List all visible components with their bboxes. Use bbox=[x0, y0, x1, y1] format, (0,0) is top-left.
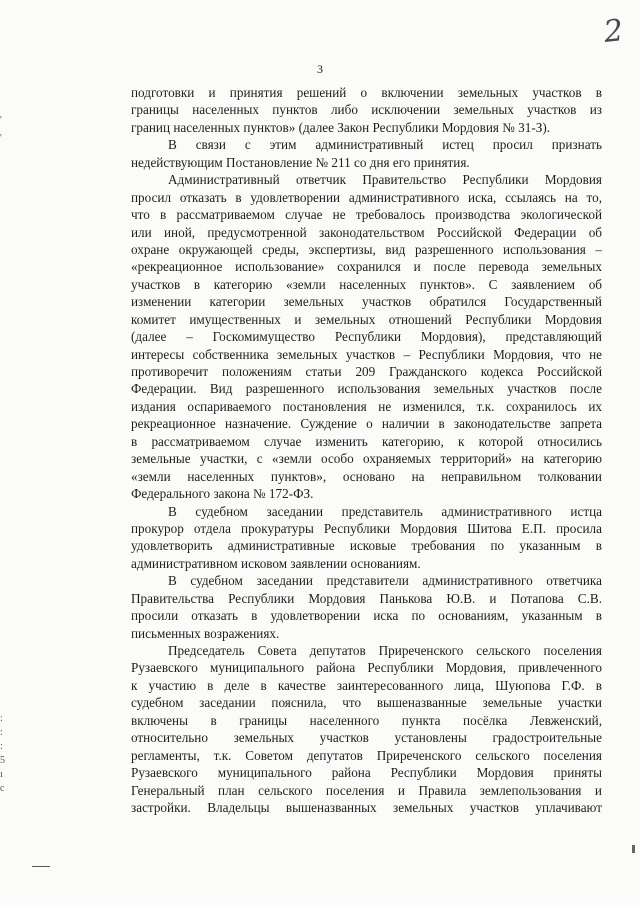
text-line: недействующим Постановление № 211 со дня его принятия. bbox=[131, 154, 470, 170]
text-line: Рузаевского муниципального района Республики Мордовия приняты bbox=[131, 765, 602, 781]
text-line: письменных возражениях. bbox=[131, 625, 280, 641]
text-line: застройки. Владельцы вышеназванных земельных участков уплачивают bbox=[131, 799, 602, 815]
text-line: Правительства Республики Мордовия Панькова Ю.В. и Потапова С.В. bbox=[131, 590, 602, 606]
margin-mark: ı bbox=[0, 769, 3, 780]
text-line: просил отказать в удовлетворении административного иска, ссылаясь на то, bbox=[131, 189, 602, 205]
text-line: Председатель Совета депутатов Приреченского сельского поселения bbox=[168, 643, 602, 658]
margin-mark: 5 bbox=[0, 755, 5, 766]
margin-mark: : bbox=[0, 741, 3, 752]
text-line: «рекреационное использование» сохранился и после перевода земельных bbox=[131, 259, 602, 275]
text-line: в рассматриваемом случае изменить категорию, к которой относились bbox=[131, 433, 602, 449]
text-line: включены в границы населенного пункта посёлка Левженский, bbox=[131, 712, 602, 728]
text-line: издания оспариваемого постановления не изменился, т.к. сохранилось их bbox=[131, 398, 602, 414]
text-line: или иной, предусмотренной законодательством Российской Федерации об bbox=[131, 224, 602, 240]
handwritten-page-number: 2 bbox=[602, 13, 625, 50]
text-line: регламенты, т.к. Советом депутатов Приреченского сельского поселения bbox=[131, 747, 602, 763]
text-line: границы населенных пунктов либо исключении земельных участков из bbox=[131, 102, 602, 118]
margin-mark: : bbox=[0, 727, 3, 738]
text-line: рекреационное назначение. Суждение о наличии в законодательстве запрета bbox=[131, 416, 602, 432]
text-line: комитет имущественных и земельных отношений Республики Мордовия bbox=[131, 311, 602, 327]
margin-mark: : bbox=[0, 713, 3, 724]
text-line: «земли населенных пунктов», основано на неправильном толковании bbox=[131, 468, 602, 484]
text-line: Федерального закона № 172-ФЗ. bbox=[131, 486, 314, 502]
text-line: Рузаевского муниципального района Республики Мордовия, привлеченного bbox=[131, 660, 602, 676]
text-line: охране окружающей среды, экспертизы, вид разрешенного использования – bbox=[131, 241, 602, 257]
text-line: изменении категории земельных участков обратился Государственный bbox=[131, 294, 602, 310]
text-line: что в рассматриваемом случае не требовалось производства экологической bbox=[131, 207, 602, 223]
text-line: просили отказать в удовлетворении иска по основаниям, указанным в bbox=[131, 608, 602, 624]
scan-mark bbox=[32, 866, 50, 867]
text-line: В связи с этим административный истец просил признать bbox=[168, 137, 602, 153]
margin-mark: c bbox=[0, 783, 5, 794]
text-line: удовлетворить административные исковые требования по указанным в bbox=[131, 538, 602, 554]
text-line: административном исковом заявлении основаниям. bbox=[131, 555, 421, 571]
margin-mark: ' bbox=[0, 133, 2, 144]
text-line: границ населенных пунктов» (далее Закон Республики Мордовия № 31-З). bbox=[131, 119, 551, 135]
document-body bbox=[131, 84, 602, 816]
text-line: к участию в деле в качестве заинтересованного лица, Шуюпова Г.Ф. в bbox=[131, 677, 602, 693]
text-line: В судебном заседании представители административного ответчика bbox=[168, 573, 602, 589]
text-line: относительно земельных участков установлены градостроительные bbox=[131, 730, 602, 746]
text-line: В судебном заседании представитель административного истца bbox=[168, 503, 602, 519]
text-line: подготовки и принятия решений о включении земельных участков в bbox=[131, 85, 602, 100]
margin-mark: ' bbox=[0, 115, 2, 126]
text-line: судебном заседании пояснила, что вышеназванные земельные участки bbox=[131, 695, 602, 711]
text-line: Федерации. Вид разрешенного использования земельных участков после bbox=[131, 381, 602, 397]
text-line: интересы собственника земельных участков – Республики Мордовия, что не bbox=[131, 346, 602, 362]
scan-mark bbox=[632, 845, 635, 853]
page-number: 3 bbox=[317, 62, 323, 76]
text-line: прокурор отдела прокуратуры Республики Мордовия Шитова Е.П. просила bbox=[131, 520, 602, 536]
text-line: Генеральный план сельского поселения и Правила землепользования и bbox=[131, 782, 602, 798]
text-line: земельные участки, с «земли особо охраняемых территорий» на категорию bbox=[131, 451, 602, 467]
text-line: участков в категорию «земли населенных пунктов». С заявлением об bbox=[131, 276, 602, 292]
text-line: (далее – Госкомимущество Республики Мордовия), представляющий bbox=[131, 329, 602, 345]
text-line: противоречит положениям статьи 209 Гражданского кодекса Российской bbox=[131, 364, 602, 379]
text-line: Административный ответчик Правительство Республики Мордовия bbox=[168, 172, 602, 188]
